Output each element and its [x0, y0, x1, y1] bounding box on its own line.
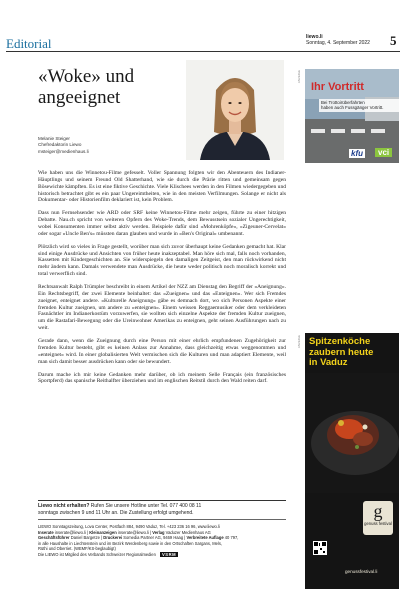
author-email[interactable]: msteiger@medienhaus.li: [38, 148, 89, 154]
kfu-logo: kfu: [351, 149, 363, 158]
imprint-divider: [38, 519, 286, 520]
author-name: Melanie Steiger: [38, 136, 70, 141]
author-role: Chefredaktorin Liewo: [38, 142, 82, 148]
headline: [38, 66, 188, 108]
ad1-text: Bei Trottoirüberfahrten haben auch Fussgänger Vortritt.: [319, 99, 399, 112]
imprint-distribution: in alle Haushalte in Liechtenstein und im Bezirk Werdenberg sowie in den Ortschaften Sargans, Mels,: [38, 540, 223, 546]
paragraph: Gerade dann, wenn die Zueignung durch eine Person mit einer ehrlich empfundenen Zugehörigkeit zur fremden Kultur besteht, gibt es keinen Anlass zur Annahme, dass gleichzeitig etwas weggenommen und «enteignet» wird. In einer globalisierten Welt vermischen sich die Kulturen und man adaptiert Elemente, weil man sich damit besser ausdrücken kann oder sie bewundert.: [38, 338, 286, 365]
author-box: [38, 136, 89, 155]
headline-line-1: «Woke» und: [38, 66, 135, 87]
imprint-management: Geschäftsführer Daniel Bargetze | Druckerei Somedia Partner AG, 9469 Haag | Verbreitete Auflage 40 797,: [38, 535, 239, 541]
ad1-title: Ihr Vortritt: [311, 81, 364, 93]
headline-line-2: angeeignet: [38, 87, 121, 108]
traffic-ad[interactable]: [305, 69, 399, 163]
brand-name: liewo.li: [306, 34, 323, 40]
imprint-address: LIEWO Sonntagszeitung, Lova Center, Postfach 884, 9490 Vaduz, Tel. +423 236 16 96, www.liewo.li: [38, 524, 220, 529]
paragraph: Darum mache ich mir keine Gedanken mehr darüber, ob ich meinem Selle Français (ein französisches Sportpferd) das spanische Reithalfter überziehen und im englischen Reitstil durch den Wald reiten darf.: [38, 371, 286, 385]
paragraph: Dass nun Fernsehsender wie ARD oder SRF keine Winnetou-Filme mehr zeigen, führte zu einer hitzigen Debatte. Nau.ch spricht von weiteren Opfern des Woke-Trends, dem Bewusstsein sozialer Ungerechtigkeit, wobei Konsumenten immer selbst aktiv werden. Beispiele dafür sind «Mohrenköpfe», «Zigeuner-Cervelat» oder sogar «Uncle Ben's» müssten daran glauben und wurde in «Ben's Original» umbenannt.: [38, 210, 286, 237]
ad2-headline: Spitzenköche zaubern heute in Vaduz: [309, 336, 374, 368]
dish-photo: [305, 373, 399, 493]
hotline-phone: Rufen Sie unsere Hotline unter Tel. 077 400 08 11: [89, 503, 202, 509]
hotline-heading: Liewo nicht erhalten?: [38, 503, 90, 509]
portrait-illustration: [186, 60, 284, 160]
hotline-hours: sonntags zwischen 9 und 11 Uhr an. Die Zustellung erfolgt umgehend.: [38, 509, 194, 516]
header-divider: [6, 51, 400, 52]
paragraph: Wie haben uns die Winnetou-Filme gefesselt. Voller Spannung folgten wir den Abenteuern des Indianer-Häuptlings und seinem Freund Old Shatterhand, wie sie durch die Prärie ritten und gemeinsam gegen Bösewichte kämpften. Es ist eine fiktive Geschichte. Viele Klischees werden in den Filmen wiedergegeben und historisch betrachtet gibt es ein paar Ungereimtheiten, wie in den meisten Verfilmungen. Solange er nicht als Dokumentar- oder Historienfilm deklariert ist, kein Problem.: [38, 170, 286, 204]
vci-logo: vci: [375, 148, 392, 157]
genuss-festival-ad[interactable]: [305, 333, 399, 589]
paragraph: Plötzlich wird so vieles in Frage gestellt, worüber man sich zuvor überhaupt keine Gedanken gemacht hat. Klar sind einige Ausdrücke und Ansichten von früher heute inakzeptabel. Man höre sich mal, falls noch vorhanden, Kassetten mit Kindergeschichten an. Sie widerspiegeln den damaligen Zeitgeist, den man rückwirkend nicht mehr ändern kann. Damals verwendete man Ausdrücke, die heute weder politisch noch moralisch korrekt und total verwerflich sind.: [38, 243, 286, 278]
masthead: [306, 34, 370, 46]
imprint-distribution-2: Rüthi und Oberriet. (WEMF/KS-beglaubigt): [38, 546, 116, 552]
qr-code-icon: [313, 541, 327, 555]
festival-url[interactable]: genussfestival.li: [345, 569, 378, 574]
footer-divider: [38, 500, 286, 501]
page-number: 5: [390, 33, 397, 48]
imprint-contacts: Inserate inserate@liewo.li | Kleinanzeigen inserate@liewo.li | Verlag Vaduzer Medienhaus AG: [38, 529, 211, 535]
imprint-membership: Die LIEWO ist Mitglied des Verbands Schweizer Regionalmedien VSRM: [38, 551, 177, 557]
genuss-logo: g genuss festival: [363, 501, 393, 535]
ad-marker: ANZEIGE: [297, 70, 301, 84]
imprint: [38, 524, 286, 557]
hotline-notice: [38, 503, 286, 516]
article-body: [38, 170, 286, 391]
paragraph: Rechtsanwalt Ralph Trümpler beschreibt in einem Artikel der NZZ am Dienstag den Begriff der «Aneignung». Ein Rechtsbegriff, der zwei Elemente beinhaltet: das «Zueignen» und das «Enteignen». Wer sich Fremdes zueignet, enteignet andere. «Kulturelle Aneignung» gäbe es demnach dort, wo sich Personen Aspekte einer fremden Kultur zueignen, um andere zu «enteignen». Einem weissen Reggaemusiker oder dem verkleideten Fasnächtler im Indianerkostüm vorzuwerfen, sie wollten sich einzelne Aspekte der fremden Kultur zueignen, um die Rastafari-Bewegung oder die Ureinwohner Amerikas zu enteignen, geht seinen Ausführungen nach zu weit.: [38, 284, 286, 332]
ad-marker-2: ANZEIGE: [297, 335, 301, 349]
vsrm-logo: VSRM: [162, 551, 177, 557]
author-portrait: [186, 60, 284, 160]
section-title: Editorial: [6, 36, 52, 51]
issue-date: Sonntag, 4. September 2022: [306, 40, 370, 46]
